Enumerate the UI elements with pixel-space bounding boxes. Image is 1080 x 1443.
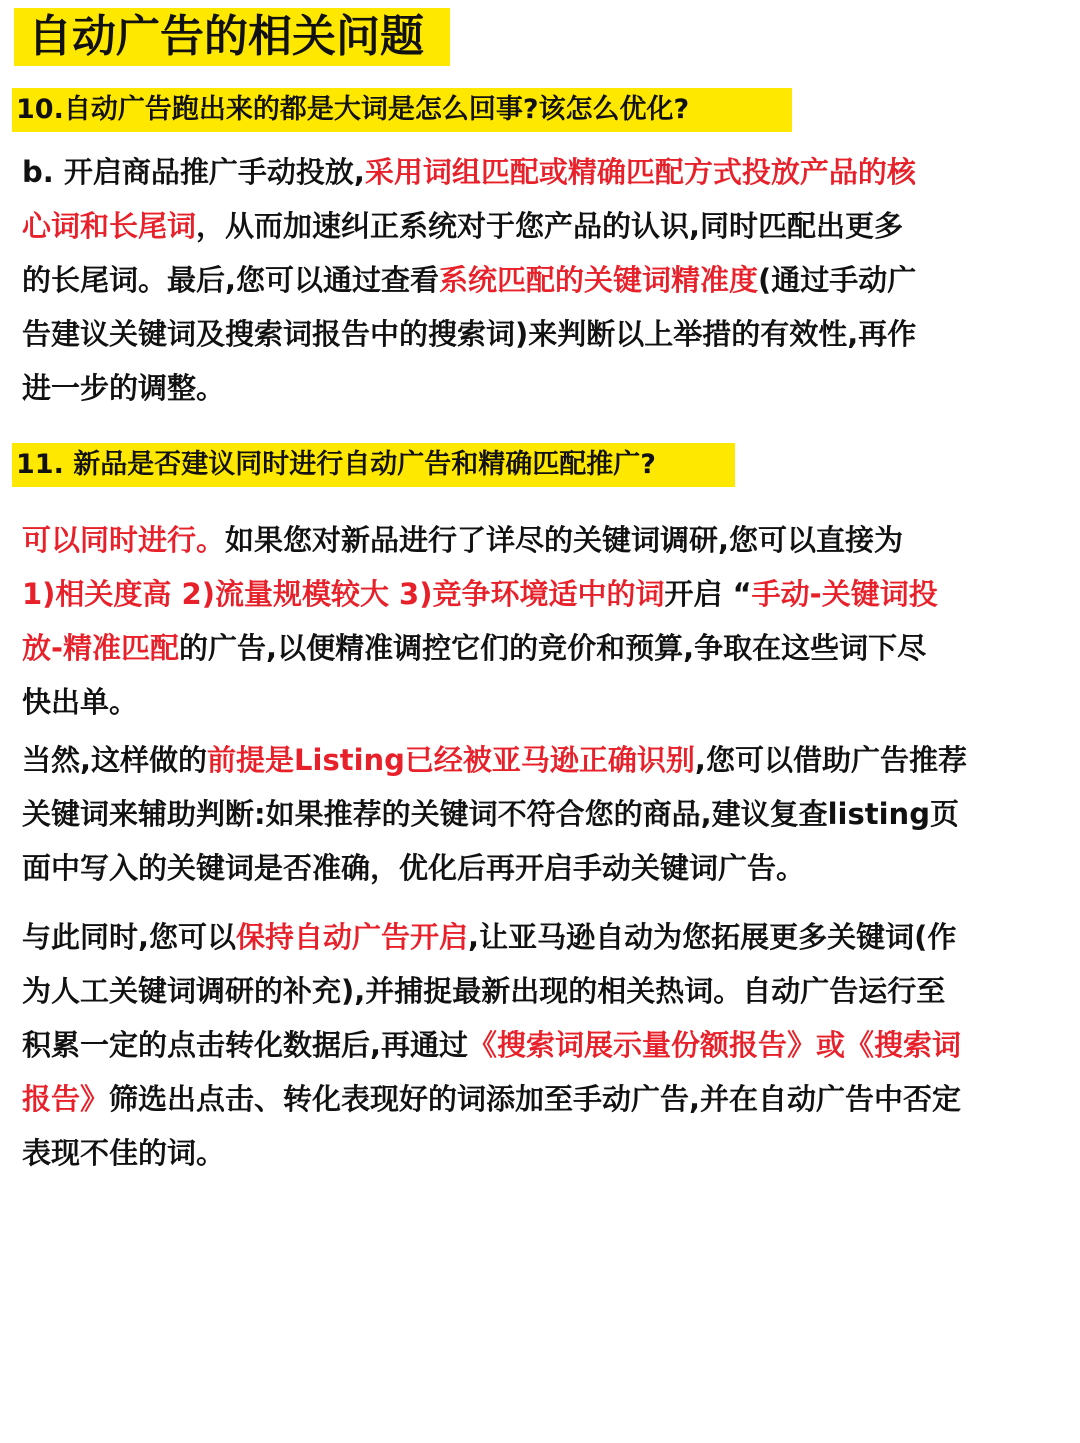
text-line: 为人工关键词调研的补充),并捕捉最新出现的相关热词。自动广告运行至 (22, 974, 946, 1008)
text-line: 报告》筛选出点击、转化表现好的词添加至手动广告,并在自动广告中否定 (22, 1082, 962, 1116)
text-line: 关键词来辅助判断:如果推荐的关键词不符合您的商品,建议复查listing页 (22, 797, 959, 831)
text-line: 可以同时进行。如果您对新品进行了详尽的关键词调研,您可以直接为 (22, 523, 904, 557)
page-title: 自动广告的相关问题 (14, 8, 450, 66)
text-line: 表现不佳的词。 (22, 1136, 226, 1170)
text-line: 告建议关键词及搜索词报告中的搜索词)来判断以上举措的有效性,再作 (22, 317, 917, 351)
answer-11-paragraph-2 (22, 733, 1022, 895)
text-line: 进一步的调整。 (22, 371, 226, 405)
answer-11-paragraph-3 (22, 910, 1022, 1180)
text-line: 面中写入的关键词是否准确，优化后再开启手动关键词广告。 (22, 851, 806, 885)
text-line: 心词和长尾词，从而加速纠正系统对于您产品的认识,同时匹配出更多 (22, 209, 904, 243)
answer-11-paragraph-1 (22, 513, 1022, 729)
text-line: 快出单。 (22, 685, 139, 719)
text-line: 积累一定的点击转化数据后,再通过《搜索词展示量份额报告》或《搜索词 (22, 1028, 962, 1062)
text-line: 与此同时,您可以保持自动广告开启,让亚马逊自动为您拓展更多关键词(作 (22, 920, 957, 954)
question-11-heading: 11. 新品是否建议同时进行自动广告和精确匹配推广? (12, 443, 735, 487)
text-line: 的长尾词。最后,您可以通过查看系统匹配的关键词精准度(通过手动广 (22, 263, 917, 297)
text-line: 当然,这样做的前提是Listing已经被亚马逊正确识别,您可以借助广告推荐 (22, 743, 967, 777)
answer-10-paragraph (22, 145, 1022, 415)
text-line: b. 开启商品推广手动投放,采用词组匹配或精确匹配方式投放产品的核 (22, 155, 916, 189)
text-line: 放-精准匹配的广告,以便精准调控它们的竞价和预算,争取在这些词下尽 (22, 631, 927, 665)
question-10-heading: 10.自动广告跑出来的都是大词是怎么回事?该怎么优化? (12, 88, 792, 132)
text-line: 1)相关度高 2)流量规模较大 3)竞争环境适中的词开启 “手动-关键词投 (22, 577, 938, 611)
